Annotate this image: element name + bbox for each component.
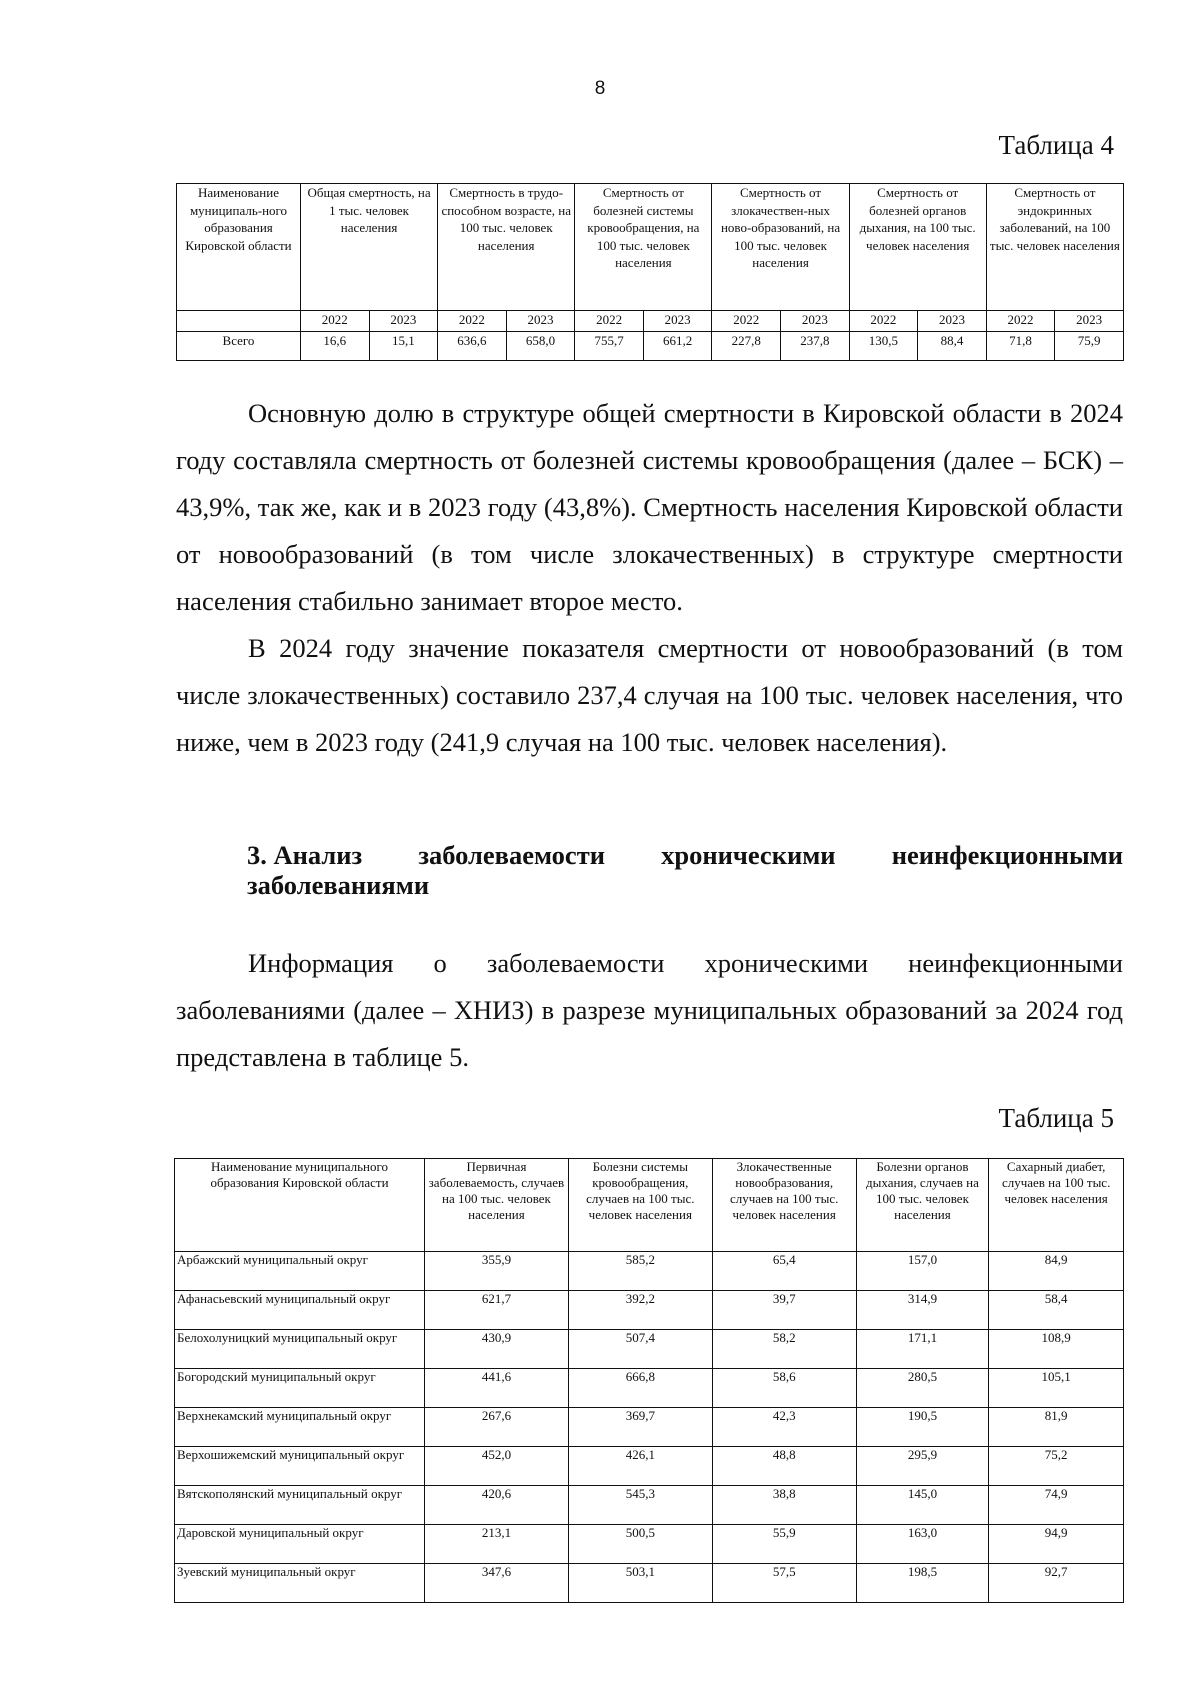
table-row [175,1291,1124,1330]
t5-cell: 295,9 [856,1447,989,1486]
t5-cell: 426,1 [568,1447,712,1486]
t5-municipality-name: Зуевский муниципальный округ [175,1564,425,1603]
t5-municipality-name: Верхнекамский муниципальный округ [175,1408,425,1447]
t5-municipality-name: Белохолуницкий муниципальный округ [175,1330,425,1369]
t5-cell: 108,9 [989,1330,1124,1369]
t5-cell: 58,6 [712,1369,856,1408]
t5-cell: 267,6 [425,1408,569,1447]
table-4 [176,183,1124,361]
t4-cell: 15,1 [369,332,438,361]
t5-cell: 38,8 [712,1486,856,1525]
t5-cell: 369,7 [568,1408,712,1447]
paragraph-mortality-structure: Основную долю в структуре общей смертности в Кировской области в 2024 году составляла смертность от болезней системы кровообращения (далее – БСК) – 43,9%, так же, как и в 2023 году (43,8%). Смертность населения Кировской области от новообразований (в том числе злокачественных) в структуре смертности населения стабильно занимает второе место. [176,398,1123,616]
t5-cell: 105,1 [989,1369,1124,1408]
t5-cell: 213,1 [425,1525,569,1564]
t5-municipality-name: Арбажский муниципальный округ [175,1252,425,1291]
heading-word: заболеваемости [418,840,605,870]
t4-header-working-age: Смертность в трудо-способном возрасте, на 100 тыс. человек населения [438,184,575,311]
t5-header-neoplasms: Злокачественные новообразования, случаев на 100 тыс. человек населения [712,1159,856,1252]
t5-cell: 58,2 [712,1330,856,1369]
t5-cell: 58,4 [989,1291,1124,1330]
t5-cell: 81,9 [989,1408,1124,1447]
table-row [175,1408,1124,1447]
t5-header-diabetes: Сахарный диабет, случаев на 100 тыс. человек населения [989,1159,1124,1252]
t5-cell: 55,9 [712,1525,856,1564]
t5-cell: 585,2 [568,1252,712,1291]
table-row [175,1369,1124,1408]
t5-cell: 392,2 [568,1291,712,1330]
t5-municipality-name: Афанасьевский муниципальный округ [175,1291,425,1330]
t4-year: 2023 [918,311,987,332]
t4-year: 2023 [1055,311,1124,332]
t5-municipality-name: Даровской муниципальный округ [175,1525,425,1564]
t5-cell: 430,9 [425,1330,569,1369]
t5-cell: 500,5 [568,1525,712,1564]
heading-line-2: заболеваниями [247,870,430,900]
t5-cell: 57,5 [712,1564,856,1603]
t4-cell: 16,6 [300,332,369,361]
t5-cell: 163,0 [856,1525,989,1564]
heading-word: неинфекционными [891,840,1123,870]
t4-cell: 75,9 [1055,332,1124,361]
paragraph-neoplasm-mortality: В 2024 году значение показателя смертности от новообразований (в том числе злокачественных) составило 237,4 случая на 100 тыс. человек населения, что ниже, чем в 2023 году (241,9 случая на 100 тыс. человек населения). [176,633,1123,757]
table-5 [174,1158,1124,1603]
t4-cell: 237,8 [781,332,850,361]
t5-cell: 452,0 [425,1447,569,1486]
t4-cell: 661,2 [643,332,712,361]
t5-header-primary: Первичная заболеваемость, случаев на 100 тыс. человек населения [425,1159,569,1252]
t5-header-circulatory: Болезни системы кровообращения, случаев на 100 тыс. человек населения [568,1159,712,1252]
table-5-caption: Таблица 5 [998,1103,1114,1133]
t5-cell: 347,6 [425,1564,569,1603]
t4-cell: 130,5 [849,332,918,361]
t5-cell: 94,9 [989,1525,1124,1564]
t5-cell: 503,1 [568,1564,712,1603]
t5-cell: 355,9 [425,1252,569,1291]
t4-year: 2023 [781,311,850,332]
t5-cell: 666,8 [568,1369,712,1408]
t4-year: 2022 [712,311,781,332]
t4-year: 2023 [369,311,438,332]
t4-year: 2022 [438,311,507,332]
t5-cell: 280,5 [856,1369,989,1408]
paragraph-table5-intro: Информация о заболеваемости хроническими неинфекционными заболеваниями (далее – ХНИЗ) в разрезе муниципальных образований за 2024 год представлена в таблице 5. [176,948,1123,1072]
t5-cell: 420,6 [425,1486,569,1525]
section-3-heading [247,840,1123,900]
t4-cell: 658,0 [506,332,575,361]
t5-cell: 314,9 [856,1291,989,1330]
t5-cell: 84,9 [989,1252,1124,1291]
t4-cell: 88,4 [918,332,987,361]
table-row [175,1486,1124,1525]
heading-word: Анализ [273,840,363,870]
t5-header-name: Наименование муниципального образования Кировской области [175,1159,425,1252]
t4-header-neoplasms: Смертность от злокачествен-ных ново-образований, на 100 тыс. человек населения [712,184,849,311]
table-4-caption: Таблица 4 [998,130,1114,160]
t4-cell: 227,8 [712,332,781,361]
t5-header-respiratory: Болезни органов дыхания, случаев на 100 тыс. человек населения [856,1159,989,1252]
t4-header-endocrine: Смертность от эндокринных заболеваний, на 100 тыс. человек населения [986,184,1123,311]
t5-municipality-name: Верхошижемский муниципальный округ [175,1447,425,1486]
t5-cell: 48,8 [712,1447,856,1486]
t5-cell: 65,4 [712,1252,856,1291]
table-row [175,1330,1124,1369]
t4-header-total: Общая смертность, на 1 тыс. человек населения [300,184,437,311]
t5-municipality-name: Богородский муниципальный округ [175,1369,425,1408]
t4-year: 2022 [575,311,644,332]
t5-cell: 198,5 [856,1564,989,1603]
table-row [175,1447,1124,1486]
t4-row-total [177,332,1124,361]
t4-year: 2023 [643,311,712,332]
section-number: 3. [247,840,267,870]
t4-year: 2022 [986,311,1055,332]
t5-cell: 171,1 [856,1330,989,1369]
t4-row-label: Всего [177,332,301,361]
t5-cell: 157,0 [856,1252,989,1291]
t5-cell: 507,4 [568,1330,712,1369]
t5-cell: 145,0 [856,1486,989,1525]
t5-cell: 92,7 [989,1564,1124,1603]
t5-cell: 545,3 [568,1486,712,1525]
t5-municipality-name: Вятскополянский муниципальный округ [175,1486,425,1525]
t4-header-circulatory: Смертность от болезней системы кровообращения, на 100 тыс. человек населения [575,184,712,311]
t4-year: 2022 [849,311,918,332]
t5-cell: 75,2 [989,1447,1124,1486]
t5-cell: 441,6 [425,1369,569,1408]
t4-header-respiratory: Смертность от болезней органов дыхания, на 100 тыс. человек населения [849,184,986,311]
table-row [175,1525,1124,1564]
table-row [175,1564,1124,1603]
t5-cell: 621,7 [425,1291,569,1330]
t4-year: 2023 [506,311,575,332]
t4-cell: 755,7 [575,332,644,361]
t5-cell: 39,7 [712,1291,856,1330]
t4-year-blank [177,311,301,332]
t5-cell: 190,5 [856,1408,989,1447]
t4-header-name: Наименование муниципаль-ного образования Кировской области [177,184,301,311]
t4-cell: 636,6 [438,332,507,361]
t4-year: 2022 [300,311,369,332]
t5-body [175,1252,1124,1603]
page-number: 8 [594,78,606,99]
heading-word: хроническими [661,840,836,870]
t5-cell: 42,3 [712,1408,856,1447]
t4-cell: 71,8 [986,332,1055,361]
table-row [175,1252,1124,1291]
t5-cell: 74,9 [989,1486,1124,1525]
t4-years-row [177,311,1124,332]
